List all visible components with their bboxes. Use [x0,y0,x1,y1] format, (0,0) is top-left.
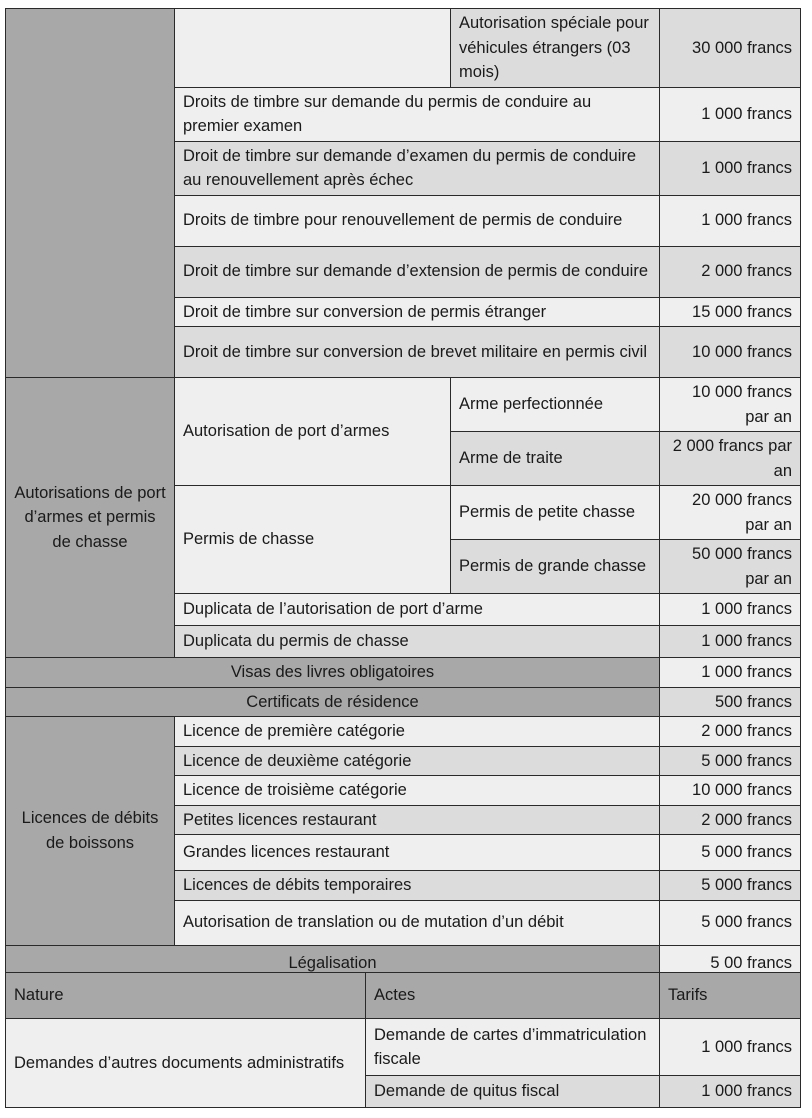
row-tarif: 5 000 francs [660,900,801,945]
row-label: Permis de petite chasse [451,486,660,540]
row-tarif: 1 000 francs [660,1019,801,1076]
row-tarif: 10 000 francs par an [660,378,801,432]
header-row [6,973,801,1019]
row-label: Duplicata du permis de chasse [175,626,660,658]
category-cell: Licences de débits de boissons [6,717,175,946]
row-tarif: 1 000 francs [660,195,801,246]
row-label: Droit de timbre sur demande d’examen du permis de conduire au renouvellement après échec [175,141,660,195]
row-label: Petites licences restaurant [175,805,660,835]
other-documents-table [5,972,801,1108]
row-tarif: 1 000 francs [660,1076,801,1108]
table-row [6,378,801,432]
subcategory-label: Permis de chasse [175,486,451,594]
row-tarif: 5 000 francs [660,746,801,776]
row-label: Grandes licences restaurant [175,835,660,871]
header-tarifs: Tarifs [660,973,801,1019]
category-cell: Autorisations de port d’armes et permis de chasse [6,378,175,658]
row-tarif: 5 000 francs [660,835,801,871]
row-label: Licence de troisième catégorie [175,776,660,806]
row-label: Arme de traite [451,432,660,486]
row-tarif: 2 000 francs [660,805,801,835]
row-tarif: 1 000 francs [660,626,801,658]
row-tarif: 20 000 francs par an [660,486,801,540]
header-nature: Nature [6,973,366,1019]
row-tarif: 1 000 francs [660,141,801,195]
row-tarif: 1 000 francs [660,594,801,626]
row-label: Arme perfectionnée [451,378,660,432]
row-label: Licence de première catégorie [175,717,660,747]
fees-table [5,8,801,982]
row-label: Droit de timbre sur conversion de permis étranger [175,297,660,327]
row-tarif: 10 000 francs [660,327,801,378]
row-label: Demande de quitus fiscal [366,1076,660,1108]
header-actes: Actes [366,973,660,1019]
row-label: Duplicata de l’autorisation de port d’arme [175,594,660,626]
section-label: Légalisation [6,945,660,981]
row-label: Droit de timbre sur demande d’extension de permis de conduire [175,246,660,297]
row-tarif: 5 000 francs [660,871,801,901]
subcategory-label: Autorisation de port d’armes [175,378,451,486]
row-tarif: 2 000 francs par an [660,432,801,486]
table-row [6,1019,801,1076]
row-label: Autorisation de translation ou de mutation d’un débit [175,900,660,945]
row-tarif: 5 00 francs [660,945,801,981]
table-row [6,9,801,88]
nature-cell: Demandes d’autres documents administratifs [6,1019,366,1108]
row-label: Autorisation spéciale pour véhicules étrangers (03 mois) [451,9,660,88]
table-row [6,658,801,688]
row-tarif: 2 000 francs [660,246,801,297]
row-tarif: 500 francs [660,687,801,717]
category-cell-continued [6,9,175,378]
row-label: Demande de cartes d’immatriculation fiscale [366,1019,660,1076]
empty-cell [175,9,451,88]
row-label: Permis de grande chasse [451,540,660,594]
row-label: Droits de timbre pour renouvellement de permis de conduire [175,195,660,246]
row-tarif: 1 000 francs [660,87,801,141]
row-tarif: 15 000 francs [660,297,801,327]
table-row [6,717,801,747]
row-label: Licence de deuxième catégorie [175,746,660,776]
table-row [6,687,801,717]
row-tarif: 2 000 francs [660,717,801,747]
row-label: Droit de timbre sur conversion de brevet militaire en permis civil [175,327,660,378]
row-tarif: 30 000 francs [660,9,801,88]
row-tarif: 50 000 francs par an [660,540,801,594]
section-label: Certificats de résidence [6,687,660,717]
row-tarif: 10 000 francs [660,776,801,806]
section-label: Visas des livres obligatoires [6,658,660,688]
row-label: Licences de débits temporaires [175,871,660,901]
row-tarif: 1 000 francs [660,658,801,688]
row-label: Droits de timbre sur demande du permis de conduire au premier examen [175,87,660,141]
